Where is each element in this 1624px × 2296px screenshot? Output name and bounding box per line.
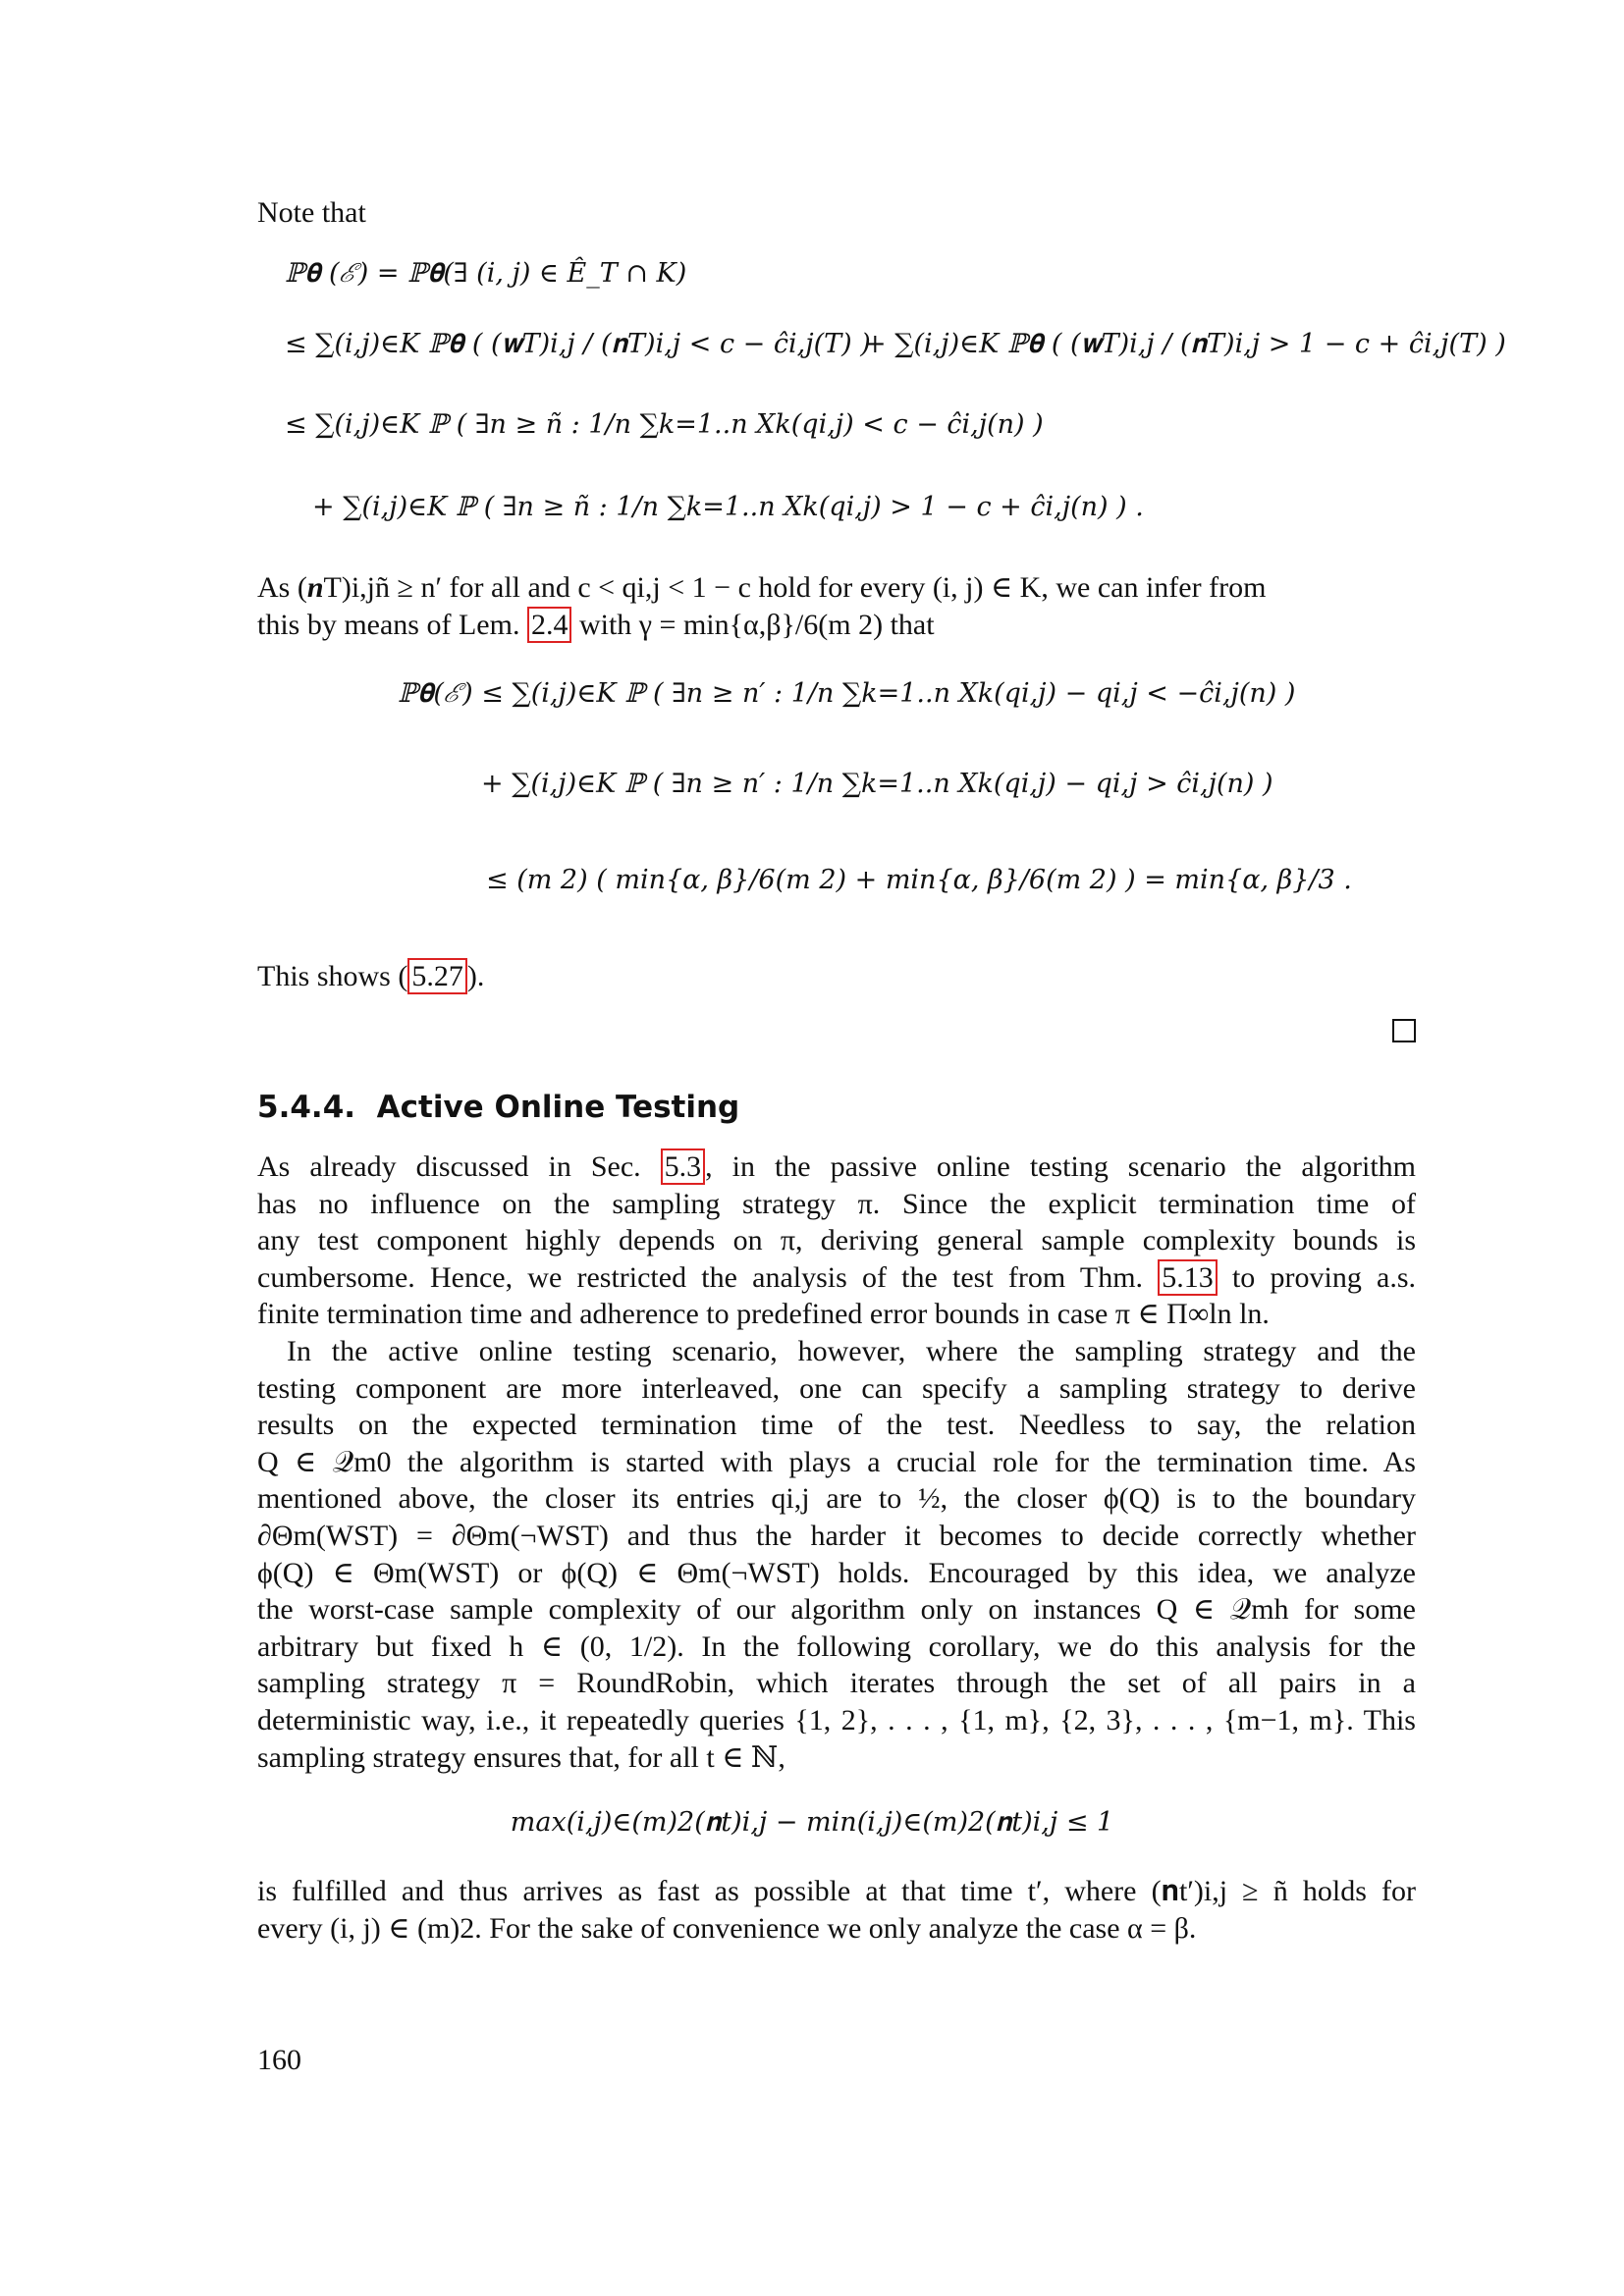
shows-line: This shows ( 5.27 ). <box>257 960 485 992</box>
paragraph-3-line-1: is fulfilled and thus arrives as fast as possible at that time t′, where (𝐧t′)i,j ≥ ñ holds for <box>257 1875 1416 1907</box>
section-heading: 5.4.4. Active Online Testing <box>257 1090 740 1125</box>
paragraph-2-line-11: deterministic way, i.e., it repeatedly queries {1, 2}, . . . , {1, m}, {2, 3}, . . . , {m−1, m}. This <box>257 1703 1416 1736</box>
paragraph-1-line-5: finite termination time and adherence to predefined error bounds in case π ∈ Π∞ln ln. <box>257 1298 1270 1331</box>
paragraph-2-line-4: Q ∈ 𝒬m0 the algorithm is started with plays a crucial role for the termination time. As <box>257 1445 1416 1478</box>
equation-1-line-2a: ≤ ∑(i,j)∈K ℙ𝛉 ( (𝐰T)i,j / (𝐧T)i,j < c − ĉi,j(T) ) <box>285 329 871 359</box>
paragraph-2-line-5: mentioned above, the closer its entries qi,j are to ½, the closer ϕ(Q) is to the boundary <box>257 1482 1416 1516</box>
equation-1-line-3: ≤ ∑(i,j)∈K ℙ ( ∃n ≥ ñ : 1/n ∑k=1..n Xk(qi,j) < c − ĉi,j(n) ) <box>285 409 1044 440</box>
paragraph-2-line-1: In the active online testing scenario, however, where the sampling strategy and the <box>287 1335 1416 1367</box>
paragraph-2 <box>257 1333 1416 1776</box>
theorem-reference-link[interactable]: 5.13 <box>1158 1259 1218 1296</box>
equation-2-line-3: ≤ (m 2) ( min{α, β}/6(m 2) + min{α, β}/6(m 2) ) = min{α, β}/3 . <box>486 865 1352 895</box>
paragraph-2-line-9: arbitrary but fixed h ∈ (0, 1/2). In the following corollary, we do this analysis for the <box>257 1629 1416 1663</box>
paragraph-2-line-12: sampling strategy ensures that, for all t ∈ ℕ, <box>257 1740 785 1774</box>
paragraph-2-line-2: testing component are more interleaved, one can specify a sampling strategy to derive <box>257 1371 1416 1405</box>
paragraph-1-line-2: has no influence on the sampling strategy π. Since the explicit termination time of <box>257 1187 1416 1220</box>
equation-reference-link[interactable]: 5.27 <box>407 958 467 994</box>
equation-2-line-2: + ∑(i,j)∈K ℙ ( ∃n ≥ n′ : 1/n ∑k=1..n Xk(qi,j) − qi,j > ĉi,j(n) ) <box>481 769 1273 799</box>
paragraph-3 <box>257 1873 1416 1947</box>
paragraph-1-line-3: any test component highly depends on π, deriving general sample complexity bounds is <box>257 1224 1416 1257</box>
equation-3: max(i,j)∈(m)2(𝐧t)i,j − min(i,j)∈(m)2(𝐧t)i,j ≤ 1 <box>510 1807 1114 1838</box>
inference-line-2: this by means of Lem. 2.4 with γ = min{α,β}/6(m 2) that <box>257 609 935 641</box>
inference-line-1: As (nT)i,jñ ≥ n′ for all and c < qi,j < 1 − c hold for every (i, j) ∈ K, we can infer from <box>257 571 1267 604</box>
intro-text: Note that <box>257 196 366 229</box>
paragraph-1-line-4: cumbersome. Hence, we restricted the analysis of the test from Thm. 5.13 to proving a.s. <box>257 1260 1417 1294</box>
equation-1-line-2b: + ∑(i,j)∈K ℙ𝛉 ( (𝐰T)i,j / (𝐧T)i,j > 1 − c + ĉi,j(T) ) <box>864 329 1506 359</box>
paragraph-1 <box>257 1148 1416 1333</box>
paragraph-2-line-10: sampling strategy π = RoundRobin, which iterates through the set of all pairs in a <box>257 1667 1416 1700</box>
paragraph-2-line-3: results on the expected termination time of the test. Needless to say, the relation <box>257 1409 1416 1442</box>
paragraph-2-line-6: ∂Θm(WST) = ∂Θm(¬WST) and thus the harder it becomes to decide correctly whether <box>257 1519 1416 1552</box>
equation-1-line-1: ℙ𝛉 (ℰ) = ℙ𝛉(∃ (i, j) ∈ Ê_T ∩ K) <box>285 258 687 289</box>
paragraph-1-line-1: As already discussed in Sec. 5.3 , in the passive online testing scenario the algorithm <box>257 1150 1416 1183</box>
equation-1-line-4: + ∑(i,j)∈K ℙ ( ∃n ≥ ñ : 1/n ∑k=1..n Xk(qi,j) > 1 − c + ĉi,j(n) ) . <box>312 492 1144 522</box>
equation-2-line-1: ℙ𝛉(ℰ) ≤ ∑(i,j)∈K ℙ ( ∃n ≥ n′ : 1/n ∑k=1..n Xk(qi,j) − qi,j < −ĉi,j(n) ) <box>398 678 1296 709</box>
qed-box <box>1392 1019 1416 1042</box>
paragraph-2-line-7: ϕ(Q) ∈ Θm(WST) or ϕ(Q) ∈ Θm(¬WST) holds. Encouraged by this idea, we analyze <box>257 1556 1416 1589</box>
lemma-reference-link[interactable]: 2.4 <box>527 607 572 643</box>
paragraph-3-line-2: every (i, j) ∈ (m)2. For the sake of convenience we only analyze the case α = β. <box>257 1911 1197 1945</box>
page-number: 160 <box>257 2044 301 2076</box>
section-reference-link[interactable]: 5.3 <box>661 1148 706 1185</box>
paragraph-2-line-8: the worst-case sample complexity of our algorithm only on instances Q ∈ 𝒬mh for some <box>257 1593 1416 1627</box>
